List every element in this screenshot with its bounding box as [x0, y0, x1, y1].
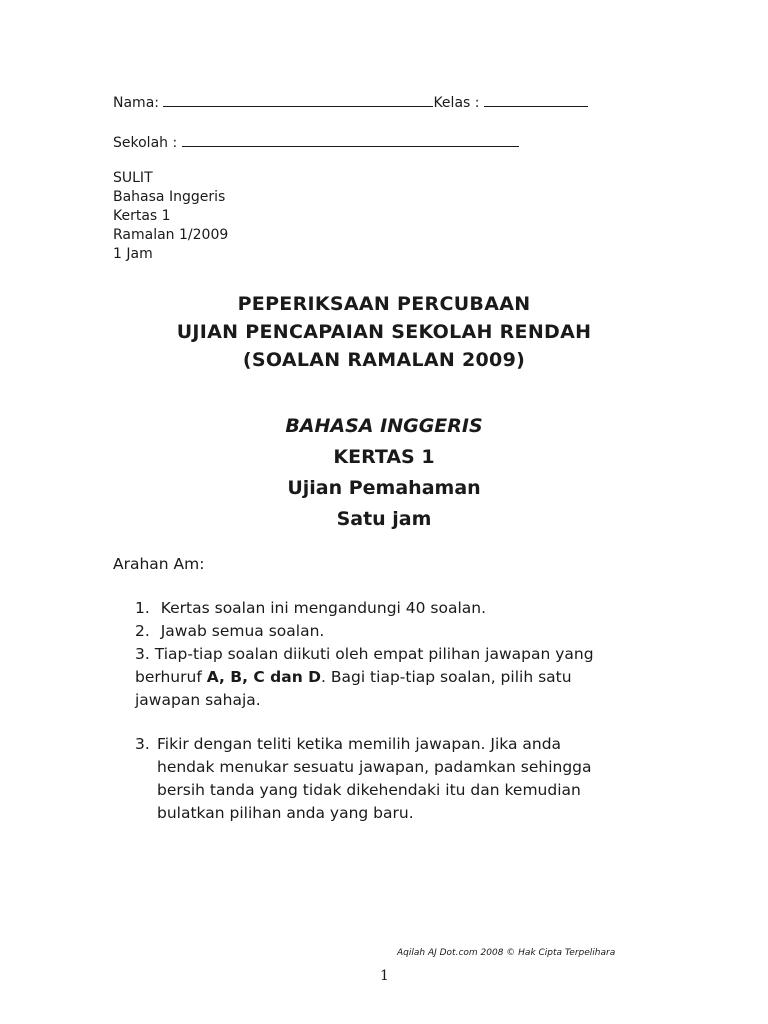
subject-paper: KERTAS 1 [333, 446, 435, 468]
instruction-4-line-2: hendak menukar sesuatu jawapan, padamkan sehingga [157, 758, 592, 776]
subject-block [0, 411, 768, 535]
instruction-4-num: 3. [135, 735, 150, 753]
instruction-3-options: A, B, C dan D [206, 668, 321, 686]
copyright-note: Aqilah AJ Dot.com 2008 © Hak Cipta Terpelihara [397, 948, 616, 958]
instruction-item-2 [135, 620, 324, 643]
instruction-item-4 [135, 733, 592, 825]
nama-blank [163, 94, 433, 107]
meta-ramalan: Ramalan 1/2009 [113, 227, 229, 243]
kelas-blank [484, 94, 588, 107]
subject-name: BAHASA INGGERIS [285, 415, 483, 437]
title-line-2: UJIAN PENCAPAIAN SEKOLAH RENDAH [176, 321, 592, 343]
meta-paper: Kertas 1 [113, 208, 171, 224]
nama-field [113, 94, 588, 111]
exam-title [0, 290, 768, 374]
instruction-2-text: Jawab semua soalan. [160, 622, 325, 640]
paper-meta [113, 169, 228, 264]
subject-section: Ujian Pemahaman [287, 477, 481, 499]
instruction-item-3 [135, 643, 594, 712]
instructions-heading: Arahan Am: [113, 555, 205, 573]
instruction-3-line-3: jawapan sahaja. [135, 691, 261, 709]
instruction-1-text: Kertas soalan ini mengandungi 40 soalan. [160, 599, 487, 617]
nama-label: Nama: [113, 95, 159, 111]
instruction-item-1 [135, 597, 486, 620]
kelas-label: Kelas : [433, 95, 480, 111]
instruction-3-line-2 [135, 666, 594, 689]
meta-subject: Bahasa Inggeris [113, 189, 226, 205]
title-line-1: PEPERIKSAAN PERCUBAAN [237, 293, 531, 315]
sekolah-blank [182, 134, 519, 147]
sekolah-label: Sekolah : [113, 135, 178, 151]
subject-duration: Satu jam [336, 508, 432, 530]
instruction-3-prefix: berhuruf [135, 668, 207, 686]
sekolah-field [113, 134, 519, 151]
meta-duration: 1 Jam [113, 246, 153, 262]
instruction-3-line-1: 3. Tiap-tiap soalan diikuti oleh empat pilihan jawapan yang [135, 645, 594, 663]
instruction-1-num: 1. [135, 599, 150, 617]
instruction-4-line-4: bulatkan pilihan anda yang baru. [157, 804, 414, 822]
title-line-3: (SOALAN RAMALAN 2009) [242, 349, 526, 371]
instruction-3-suffix: . Bagi tiap-tiap soalan, pilih satu [321, 668, 572, 686]
instruction-4-line-3: bersih tanda yang tidak dikehendaki itu dan kemudian [157, 781, 581, 799]
instruction-2-num: 2. [135, 622, 150, 640]
page-number: 1 [380, 968, 389, 984]
instruction-4-line-1: Fikir dengan teliti ketika memilih jawapan. Jika anda [157, 735, 562, 753]
meta-sulit: SULIT [113, 170, 153, 186]
